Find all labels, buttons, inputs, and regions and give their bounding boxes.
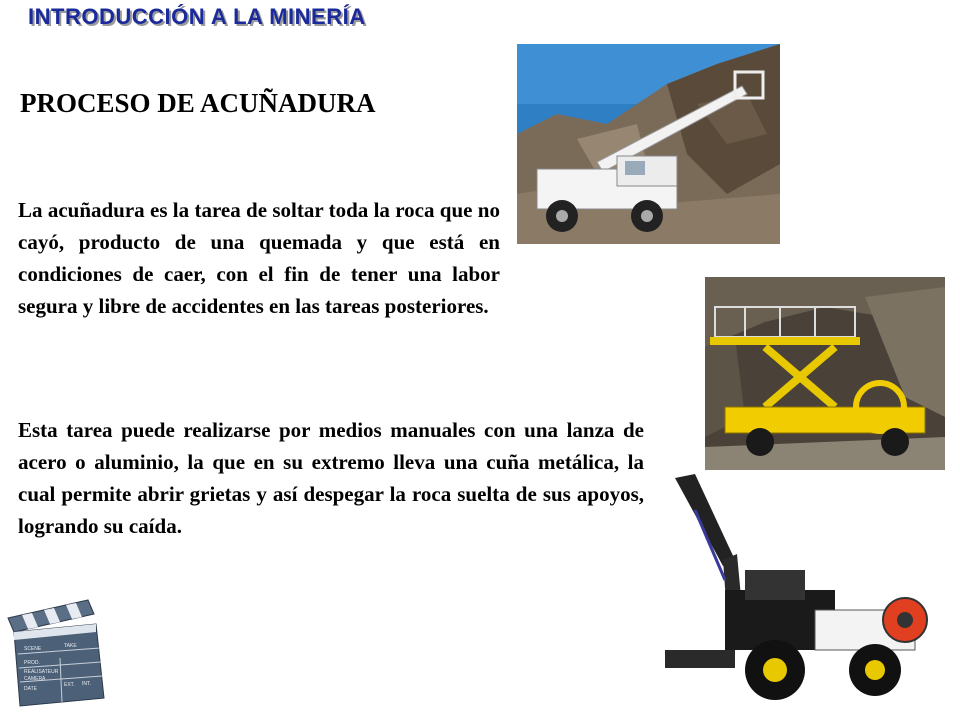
clapper-text-int: INT. <box>82 681 91 687</box>
scissor-lift-illustration <box>705 277 945 473</box>
paragraph-definition: La acuñadura es la tarea de soltar toda la roca que no cayó, producto de una quemada y que está en condiciones de caer, con el fin de tener una labor segura y libre de accidentes en las tareas posteriores. <box>18 198 500 318</box>
clapper-text-ext: EXT. <box>64 682 75 688</box>
scaling-truck-illustration <box>517 44 780 244</box>
clapper-text-director: REALISATEUR <box>24 669 59 675</box>
mechanical-scaler-photo <box>665 470 950 710</box>
header-title: INTRODUCCIÓN A LA MINERÍA <box>28 4 366 29</box>
clapper-text-prod: PROD. <box>24 660 40 666</box>
paragraph-method: Esta tarea puede realizarse por medios manuales con una lanza de acero o aluminio, la que en su extremo lleva una cuña metálica, la cual permite abrir grietas y así despegar la roca suelta de sus apoyos, logrando su caída. <box>18 418 644 538</box>
clapperboard-graphic <box>4 598 114 710</box>
scissor-lift-scaler-photo <box>705 277 945 473</box>
clapper-text-date: DATE <box>24 686 37 692</box>
clapper-text-scene: SCENE <box>24 646 42 652</box>
mechanical-scaler-illustration <box>665 470 950 710</box>
section-title: PROCESO DE ACUÑADURA <box>20 88 376 118</box>
clapper-text-take: TAKE <box>64 643 77 649</box>
clapper-text-camera: CAMERA <box>24 676 46 682</box>
clapperboard-icon <box>4 598 114 710</box>
scaling-truck-photo <box>517 44 780 244</box>
